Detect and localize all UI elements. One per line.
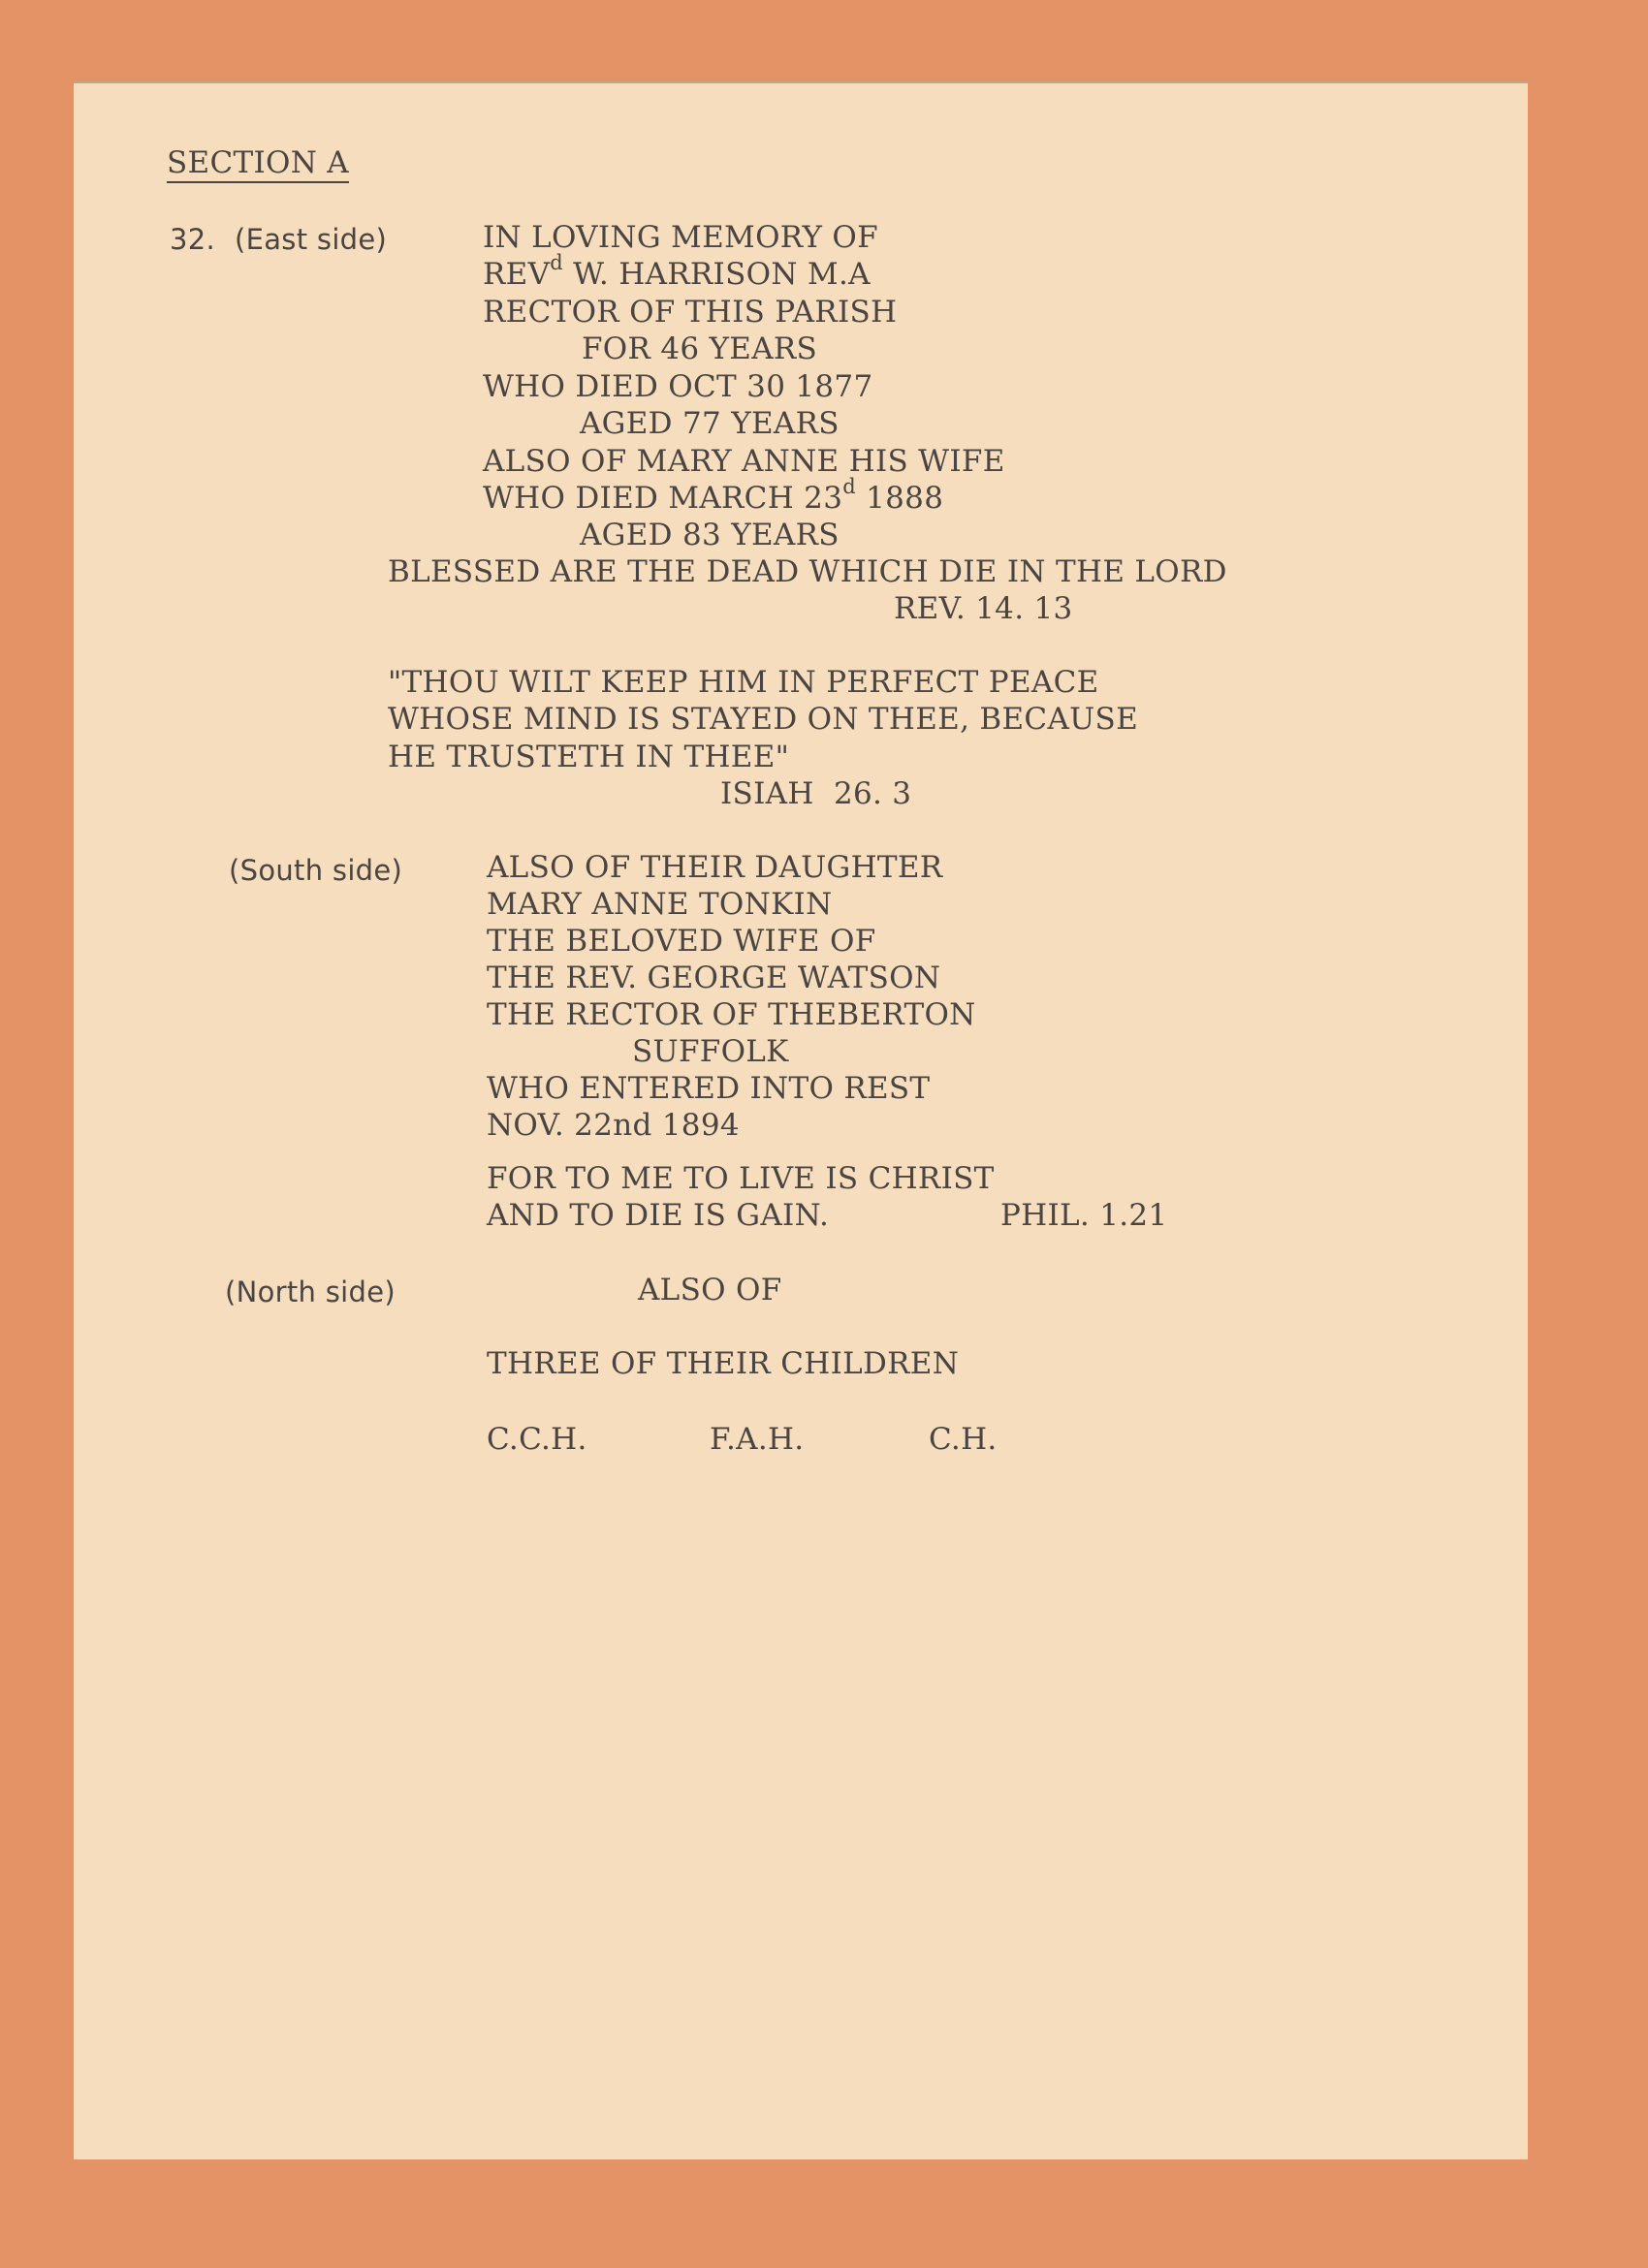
south-side-label: (South side) [229, 854, 403, 887]
east-line-9: AGED 83 YEARS [580, 518, 840, 552]
east-line-1: IN LOVING MEMORY OF [483, 220, 878, 255]
north-line-1: ALSO OF [638, 1273, 782, 1307]
south-verse-line-1: FOR TO ME TO LIVE IS CHRIST [487, 1161, 995, 1196]
south-line-8: NOV. 22nd 1894 [487, 1108, 740, 1143]
north-initials-1: C.C.H. [487, 1422, 587, 1457]
north-line-2: THREE OF THEIR CHILDREN [487, 1346, 960, 1381]
east-line-8-sup: d [842, 474, 856, 498]
north-initials-3: C.H. [929, 1422, 998, 1457]
east-line-2-sup: d [550, 250, 564, 274]
south-reference: PHIL. 1.21 [1000, 1198, 1168, 1233]
east-line-3: RECTOR OF THIS PARISH [483, 295, 898, 330]
east-quote-line-1: "THOU WILT KEEP HIM IN PERFECT PEACE [388, 665, 1099, 700]
east-quote-line-3: HE TRUSTETH IN THEE" [388, 740, 790, 774]
south-line-2: MARY ANNE TONKIN [487, 887, 833, 922]
east-reference-1: REV. 14. 13 [894, 591, 1073, 626]
east-side-label: (East side) [235, 223, 388, 256]
north-side-label: (North side) [225, 1276, 396, 1308]
east-line-2 [483, 250, 871, 292]
east-line-7: ALSO OF MARY ANNE HIS WIFE [483, 444, 1005, 479]
south-line-7: WHO ENTERED INTO REST [487, 1071, 931, 1106]
east-line-5: WHO DIED OCT 30 1877 [483, 369, 873, 404]
south-line-4: THE REV. GEORGE WATSON [487, 961, 941, 995]
south-line-3: THE BELOVED WIFE OF [487, 924, 876, 959]
east-reference-2: ISIAH 26. 3 [720, 776, 912, 811]
east-line-8 [483, 474, 944, 516]
east-line-2-post: W. HARRISON M.A [563, 257, 871, 292]
entry-number: 32. [170, 223, 216, 256]
south-line-5: THE RECTOR OF THEBERTON [487, 997, 976, 1032]
east-quote-line-2: WHOSE MIND IS STAYED ON THEE, BECAUSE [388, 702, 1139, 737]
north-initials-2: F.A.H. [710, 1422, 805, 1457]
east-line-10: BLESSED ARE THE DEAD WHICH DIE IN THE LORD [388, 554, 1227, 589]
east-line-8-post: 1888 [855, 481, 944, 516]
south-verse-line-2: AND TO DIE IS GAIN. [487, 1198, 830, 1233]
south-line-6: SUFFOLK [632, 1034, 789, 1069]
east-line-2-pre: REV [483, 257, 551, 292]
section-heading: SECTION A [167, 145, 349, 180]
east-line-4: FOR 46 YEARS [582, 331, 818, 366]
east-line-6: AGED 77 YEARS [580, 406, 840, 441]
south-line-1: ALSO OF THEIR DAUGHTER [487, 850, 943, 885]
east-line-8-pre: WHO DIED MARCH 23 [483, 481, 843, 516]
